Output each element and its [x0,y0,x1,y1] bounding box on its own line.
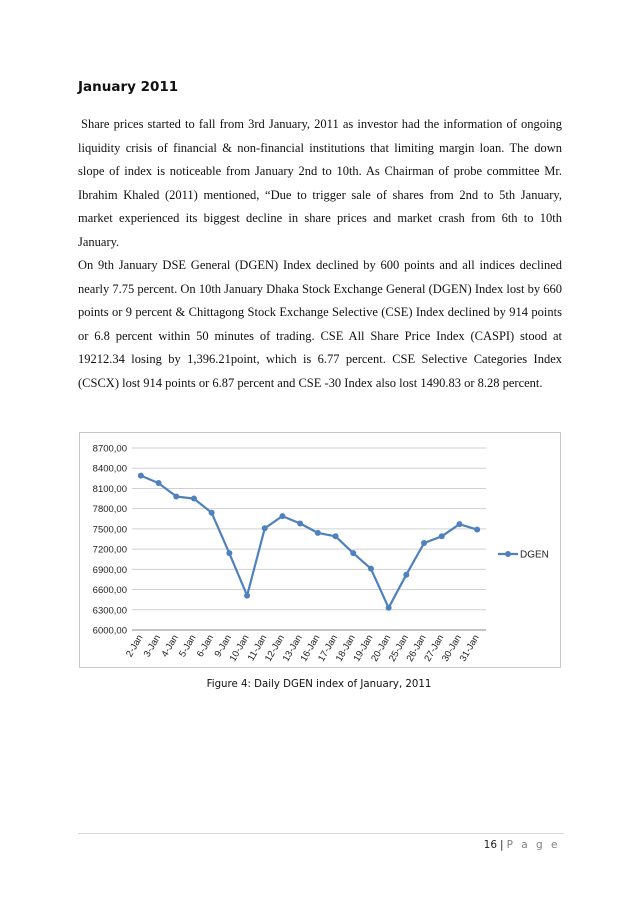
y-tick-label: 6600,00 [92,585,127,597]
data-point [156,480,162,486]
x-tick-label: 3-Jan [141,633,164,660]
data-point [386,605,392,611]
x-tick-label: 12-Jan [262,633,288,664]
dgen-chart-svg [80,433,560,667]
data-point [350,550,356,556]
data-point [226,550,232,556]
data-point [315,530,321,536]
legend-label: DGEN [520,549,549,561]
x-tick-label: 6-Jan [194,633,217,660]
x-tick-label: 16-Jan [298,633,323,664]
page-footer [484,839,560,851]
x-tick-label: 13-Jan [280,633,305,664]
x-tick-label: 17-Jan [316,633,341,664]
data-point [138,473,144,479]
footer-divider [78,833,564,834]
data-point [368,566,374,572]
data-point [191,496,197,502]
x-tick-label: 18-Jan [333,633,358,664]
x-tick-label: 11-Jan [245,633,270,664]
y-tick-label: 8100,00 [92,483,127,495]
x-tick-label: 4-Jan [159,633,181,660]
y-tick-label: 6900,00 [92,564,127,576]
data-point [456,521,462,527]
data-point [474,527,480,533]
x-tick-label: 30-Jan [439,633,465,664]
data-point [403,572,409,578]
x-tick-label: 31-Jan [457,633,482,664]
data-point [439,533,445,539]
paragraph-2: On 9th January DSE General (DGEN) Index declined by 600 points and all indices declined nearly 7.75 percent. On 10th January Dhaka Stock Exchange General (DGEN) Index lost by 660 points or 9 percent & Chittagong Stock Exchange Selective (CSE) Index declined by 914 points or 6.8 percent within 50 minutes of trading. CSE All Share Price Index (CASPI) stood at 19212.34 losing by 1,396.21point, which is 6.77 percent. CSE Selective Categories Index (CSCX) lost 914 points or 6.87 percent and CSE -30 Index also lost 1490.83 or 8.28 percent. [78,258,562,390]
page-number: 16 [483,839,498,851]
data-point [421,540,427,546]
data-point [262,525,268,531]
data-point [333,533,339,539]
x-tick-label: 5-Jan [177,633,199,660]
y-tick-label: 6000,00 [92,625,127,637]
section-heading: January 2011 [78,79,179,95]
x-tick-label: 26-Jan [404,633,429,664]
data-point [173,494,179,500]
legend-marker [505,551,511,557]
data-point [244,593,250,599]
y-tick-label: 6300,00 [92,605,127,617]
data-point [297,520,303,526]
y-tick-label: 7800,00 [92,504,127,516]
x-tick-label: 25-Jan [386,633,411,664]
y-tick-label: 8700,00 [92,443,127,455]
x-tick-label: 9-Jan [212,633,234,660]
page-label: P a g e [506,839,560,851]
x-tick-label: 2-Jan [124,633,146,660]
data-point [209,510,215,516]
paragraph-1: Share prices started to fall from 3rd January, 2011 as investor had the information of ongoing liquidity crisis of financial & non-financial institutions that limiting margin loan. The down slope of index is noticeable from January 2nd to 10th. As Chairman of probe committee Mr. Ibrahim Khaled (2011) mentioned, “Due to trigger sale of shares from 2nd to 5th January, market experienced its biggest decline in share prices and market crash from 6th to 10th January. [78,117,562,249]
x-tick-label: 10-Jan [227,633,252,664]
x-tick-label: 19-Jan [351,633,376,664]
dgen-chart [79,432,561,668]
x-tick-label: 27-Jan [422,633,447,664]
footer-separator: | [500,839,504,851]
y-tick-label: 7200,00 [92,544,127,556]
figure-caption: Figure 4: Daily DGEN index of January, 2011 [206,679,432,690]
x-tick-label: 20-Jan [369,633,394,664]
y-tick-label: 8400,00 [92,463,127,475]
data-point [279,513,285,519]
y-tick-label: 7500,00 [92,524,127,536]
